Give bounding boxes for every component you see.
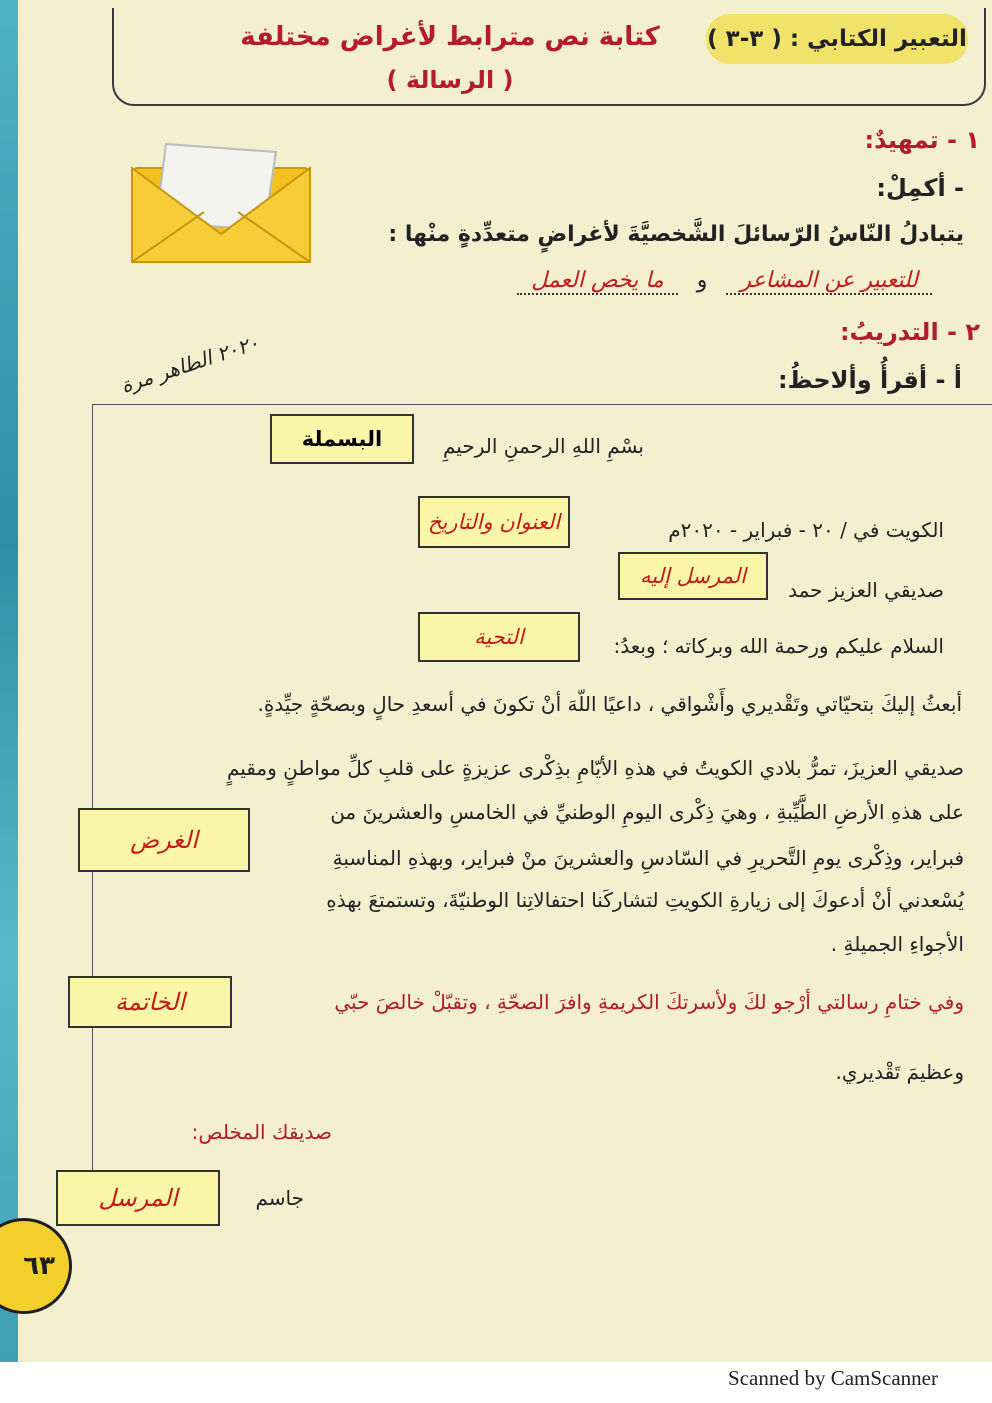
answer-1: للتعبير عن المشاعر [726,268,932,295]
body-line-4: يُسْعدني أنْ أدعوكَ إلى زيارةِ الكويتِ لتشاركَنا احتفالاتِنا الوطنيّةَ، وتستمتعَ بهذهِ [326,888,964,912]
answer-connector: و [696,268,708,293]
decorative-edge [0,0,18,1362]
handwritten-note: ٢٠٢٠ الطاهر مرة [117,330,262,398]
page-number: ٦٣ [0,1218,72,1314]
closing-line-1: وفي ختامِ رسالتي أرْجو لكَ ولأسرتكَ الكريمةِ وافرَ الصحّةِ ، وتقبّلْ خالصَ حبّي [334,990,964,1014]
label-recipient: المرسل إليه [618,552,768,600]
label-closing: الخاتمة [68,976,232,1028]
body-line-3: فبراير، وذِكْرى يومِ التَّحريرِ في السّادسِ والعشرينَ منْ فبراير، وبهذهِ المناسبةِ [332,846,964,870]
opening-line: أبعثُ إليكَ بتحيّاتي وتَقْديري وأَشْواقي ، داعيًا اللّهَ أنْ تكونَ في أسعدِ حالٍ وبصحّةٍ جيِّدةٍ. [257,692,962,716]
sender-name: جاسم [255,1186,304,1210]
section-2-instruction: أ - أقرأُ وألاحظُ: [778,366,962,394]
label-greeting: التحية [418,612,580,662]
greeting-line: السلام عليكم ورحمة الله وبركاته ؛ وبعدُ: [613,634,944,658]
recipient-line: صديقي العزيز حمد [788,578,944,602]
section-2-heading: ٢ - التدريبُ: [839,318,980,346]
page-subtitle: ( الرسالة ) [386,66,514,94]
body-line-2: على هذهِ الأرضِ الطَّيِّبةِ ، وهيَ ذِكْرى اليومِ الوطنيِّ في الخامسِ والعشرينَ من [330,800,964,824]
label-purpose: الغرض [78,808,250,872]
body-line-5: الأجواءِ الجميلةِ . [830,932,964,956]
section-1-heading: ١ - تمهيدٌ: [864,126,980,154]
closing-line-2: وعظيمَ تَقْديري. [835,1060,964,1084]
basmala-line: بسْمِ اللهِ الرحمنِ الرحيمِ [442,434,644,458]
answer-2: ما يخص العمل [517,268,678,295]
label-sender: المرسل [56,1170,220,1226]
section-1-sentence: يتبادلُ النّاسُ الرّسائلَ الشَّخصيَّةَ لأغراضٍ متعدِّدةٍ منْها : [388,222,964,247]
signoff: صديقك المخلص: [191,1120,332,1144]
footer-watermark: Scanned by CamScanner [728,1366,938,1390]
page-title: كتابة نص مترابط لأغراض مختلفة [240,22,660,52]
label-date: العنوان والتاريخ [418,496,570,548]
lesson-tag: التعبير الكتابي : ( ٣-٣ ) [706,14,968,64]
section-1-instruction: - أكمِلْ: [876,174,964,202]
envelope-icon [126,138,316,266]
label-basmala: البسملة [270,414,414,464]
body-line-1: صديقي العزيزَ، تمرُّ بلادي الكويتُ في هذهِ الأيّامِ بذِكْرى عزيزةٍ على قلبِ كلِّ مواطنٍ ومقيمٍ [226,756,964,780]
date-line: الكويت في / ٢٠ - فبراير - ٢٠٢٠م [668,518,944,542]
answer-line [292,268,932,295]
